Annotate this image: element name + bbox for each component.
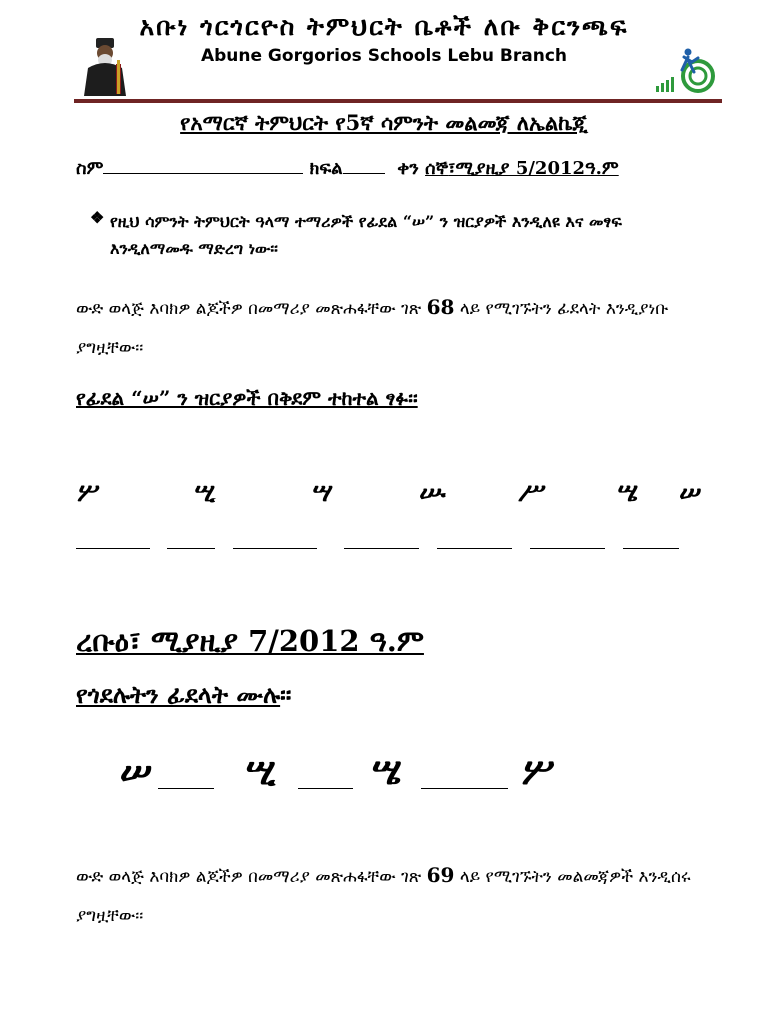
second-date-heading: ረቡዕ፣ ሚያዚያ 7/2012 ዓ.ም bbox=[76, 624, 424, 658]
name-label: ስም bbox=[76, 158, 104, 179]
class-blank[interactable] bbox=[343, 159, 385, 174]
fidel-char: ሥ bbox=[518, 478, 543, 508]
header-divider bbox=[74, 99, 722, 103]
fidel-sequence bbox=[70, 478, 710, 512]
writing-blank[interactable] bbox=[437, 548, 512, 549]
bullet-icon: ❖ bbox=[90, 208, 105, 227]
fill-blank[interactable] bbox=[158, 788, 214, 789]
section-heading-fill-missing bbox=[76, 680, 291, 709]
fill-char: ሦ bbox=[520, 748, 551, 793]
writing-blank[interactable] bbox=[233, 548, 317, 549]
school-name-amharic: አቡነ ጎርጎርዮስ ትምህርት ቤቶች ለቡ ቅርንጫፍ bbox=[139, 12, 629, 41]
fidel-char: ሦ bbox=[76, 478, 97, 508]
patron-portrait bbox=[78, 36, 132, 96]
fill-missing-end: ፡፡ bbox=[280, 680, 292, 709]
parent-note-2-text-a: ውድ ወላጅ እባክዎ ልጆችዎ በመማሪያ መጽሐፋቸው ገጽ bbox=[76, 867, 427, 887]
writing-blank[interactable] bbox=[530, 548, 605, 549]
fill-char: ሤ bbox=[368, 748, 401, 793]
date-day: ሰኞ bbox=[425, 158, 449, 179]
class-label: ክፍል bbox=[309, 158, 343, 179]
parent-note-2-text-b: ላይ የሚገኙትን መልመጃዎች እንዲሰሩ ያግዟቸው፡፡ bbox=[76, 867, 691, 926]
student-info-row bbox=[76, 158, 619, 179]
fill-missing-text: የጎደሉትን ፊደላት ሙሉ bbox=[76, 680, 281, 709]
worksheet-title: የአማርኛ ትምህርት የ5ኛ ሳምንት መልመጃ ለኤልኬጂ bbox=[180, 110, 588, 135]
fidel-char: ሤ bbox=[615, 478, 638, 508]
parent-note-2-page: 69 bbox=[426, 863, 455, 887]
fill-char: ሠ bbox=[118, 748, 149, 793]
date-value: ፣ሚያዚያ 5/2012ዓ.ም bbox=[448, 158, 619, 179]
parent-note-1 bbox=[76, 288, 726, 368]
section-heading-write-order: የፊደል “ሠ” ን ዝርያዎች በቅደም ተከተል ፃፉ፡፡ bbox=[76, 386, 418, 410]
parent-note-1-text-a: ውድ ወላጅ እባክዎ ልጆችዎ በመማሪያ መጽሐፋቸው ገጽ bbox=[76, 299, 427, 319]
parent-note-2 bbox=[76, 856, 726, 936]
day-label: ቀን bbox=[397, 158, 419, 179]
fidel-char: ሡ bbox=[418, 478, 445, 508]
writing-blank[interactable] bbox=[76, 548, 150, 549]
school-logo bbox=[652, 46, 718, 98]
school-name-english: Abune Gorgorios Schools Lebu Branch bbox=[200, 46, 568, 66]
fidel-char: ሠ bbox=[678, 478, 700, 508]
fill-blank[interactable] bbox=[298, 788, 353, 789]
parent-note-1-page: 68 bbox=[426, 295, 455, 319]
fidel-char: ሣ bbox=[310, 478, 330, 508]
writing-blank[interactable] bbox=[623, 548, 679, 549]
fill-char: ሢ bbox=[242, 748, 276, 793]
writing-blank[interactable] bbox=[167, 548, 215, 549]
writing-blank[interactable] bbox=[344, 548, 419, 549]
parent-note-1-text-b: ላይ የሚገኙትን ፊደላት እንዲያነቡ ያግዟቸው፡፡ bbox=[76, 299, 669, 358]
lesson-objective: የዚህ ሳምንት ትምህርት ዓላማ ተማሪዎች የፊደል “ሠ” ን ዝርያዎች እንዲለዩ እና መፃፍ እንዲለማመዱ ማድረግ ነው፡፡ bbox=[110, 212, 622, 258]
name-blank[interactable] bbox=[103, 159, 303, 174]
fill-blank[interactable] bbox=[421, 788, 508, 789]
fidel-char: ሢ bbox=[192, 478, 215, 508]
